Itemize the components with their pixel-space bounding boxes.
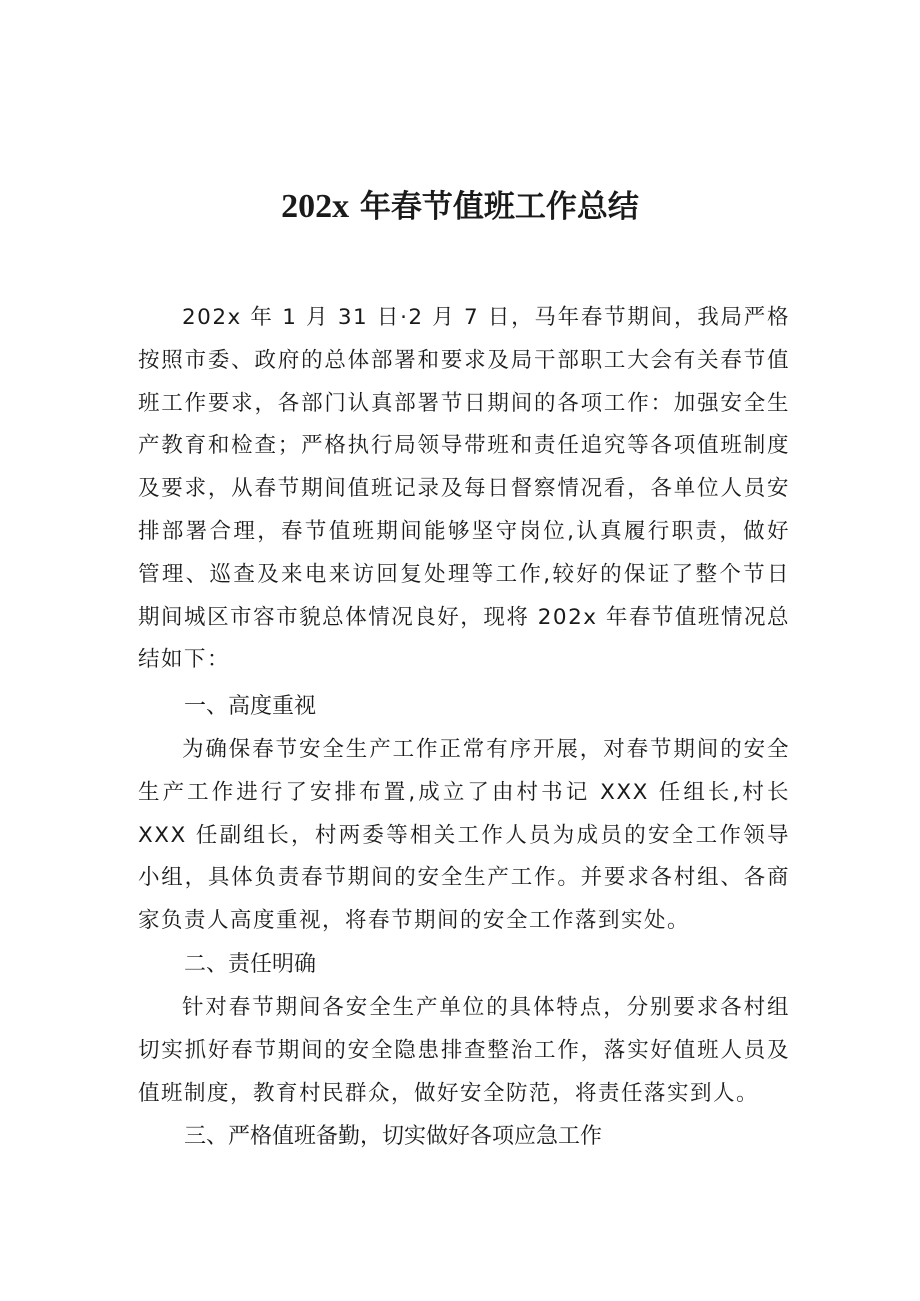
- section-1-paragraph: 为确保春节安全生产工作正常有序开展，对春节期间的安全生产工作进行了安排布置,成立了由村书记 XXX 任组长,村长 XXX 任副组长，村两委等相关工作人员为成员的安全工作领导小组，具体负责春节期间的安全生产工作。并要求各村组、各商家负责人高度重视，将春节期间的安全工作落到实处。: [138, 737, 790, 934]
- section-heading-2: 二、责任明确: [184, 952, 317, 977]
- intro-paragraph: 202x 年 1 月 31 日·2 月 7 日，马年春节期间，我局严格按照市委、政府的总体部署和要求及局干部职工大会有关春节值班工作要求，各部门认真部署节日期间的各项工作：加强安全生产教育和检查；严格执行局领导带班和责任追究等各项值班制度及要求，从春节期间值班记录及每日督察情况看，各单位人员安排部署合理，春节值班期间能够坚守岗位,认真履行职责，做好管理、巡查及来电来访回复处理等工作,较好的保证了整个节日期间城区市容市貌总体情况良好，现将 202x 年春节值班情况总结如下：: [138, 305, 790, 673]
- title-text: 年春节值班工作总结: [349, 189, 639, 225]
- title-year: 202x: [281, 188, 350, 225]
- section-2-paragraph: 针对春节期间各安全生产单位的具体特点，分别要求各村组切实抓好春节期间的安全隐患排查整治工作，落实好值班人员及值班制度，教育村民群众，做好安全防范，将责任落实到人。: [138, 995, 790, 1106]
- document-title: [0, 184, 920, 230]
- section-heading-3: 三、严格值班备勤，切实做好各项应急工作: [184, 1124, 603, 1149]
- section-heading-1: 一、高度重视: [184, 694, 317, 719]
